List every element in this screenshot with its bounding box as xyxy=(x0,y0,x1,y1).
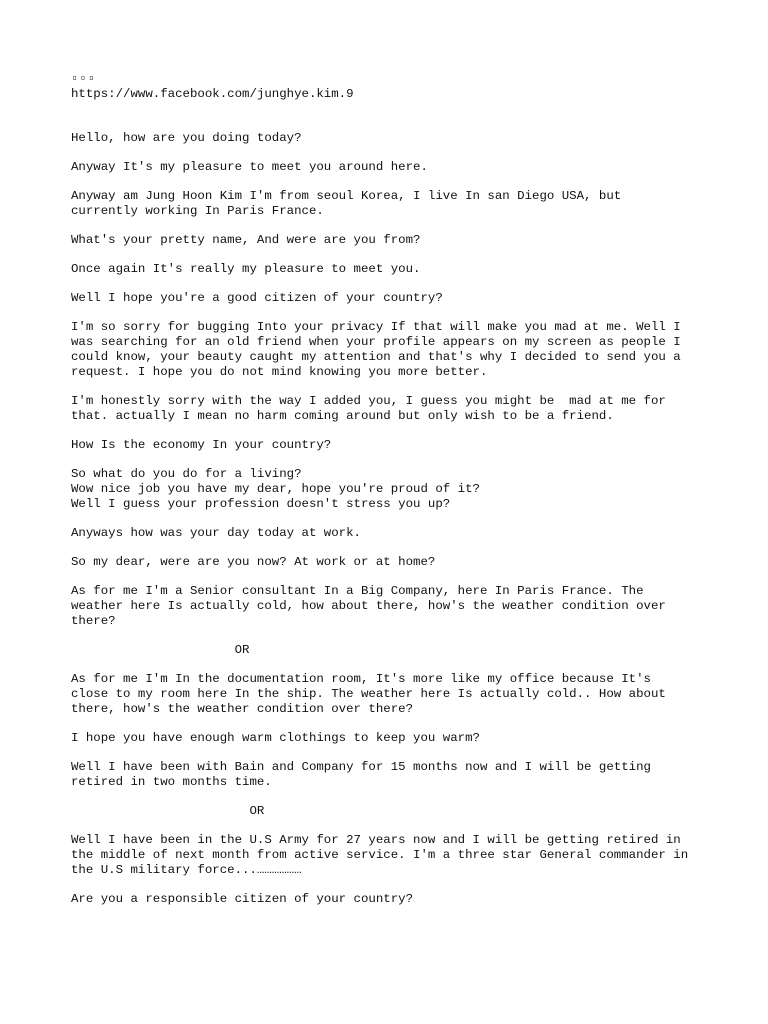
paragraph-line: Anyway It's my pleasure to meet you around here. xyxy=(71,160,428,174)
profile-url: https://www.facebook.com/junghye.kim.9 xyxy=(71,87,354,101)
paragraph-line: Well I have been in the U.S Army for 27 years now and I will be getting retired in xyxy=(71,833,681,847)
paragraph-line: the middle of next month from active service. I'm a three star General commander in xyxy=(71,848,689,862)
message-paragraph xyxy=(71,892,711,907)
message-paragraph xyxy=(71,160,711,175)
message-paragraph xyxy=(71,131,711,146)
paragraph-line: Anyways how was your day today at work. xyxy=(71,526,361,540)
message-paragraph xyxy=(71,189,711,219)
message-paragraph xyxy=(71,526,711,541)
document-page xyxy=(71,72,711,921)
message-paragraph xyxy=(71,804,711,819)
message-paragraph xyxy=(71,731,711,746)
paragraph-line: I'm honestly sorry with the way I added you, I guess you might be mad at me for xyxy=(71,394,666,408)
paragraph-line: Wow nice job you have my dear, hope you're proud of it? xyxy=(71,482,480,496)
paragraph-line: How Is the economy In your country? xyxy=(71,438,332,452)
message-paragraph xyxy=(71,833,711,878)
message-paragraph xyxy=(71,555,711,570)
paragraph-line: there? xyxy=(71,614,116,628)
paragraph-line: OR xyxy=(71,804,265,818)
paragraph-line: Well I guess your profession doesn't stress you up? xyxy=(71,497,451,511)
message-paragraph xyxy=(71,584,711,629)
paragraph-line: Well I hope you're a good citizen of your country? xyxy=(71,291,443,305)
paragraph-line: that. actually I mean no harm coming around but only wish to be a friend. xyxy=(71,409,614,423)
paragraph-line: retired in two months time. xyxy=(71,775,272,789)
paragraph-line: could know, your beauty caught my attention and that's why I decided to send you a xyxy=(71,350,681,364)
paragraph-line: I hope you have enough warm clothings to keep you warm? xyxy=(71,731,480,745)
paragraph-line: I'm so sorry for bugging Into your privacy If that will make you mad at me. Well I xyxy=(71,320,681,334)
message-paragraph xyxy=(71,467,711,512)
message-body xyxy=(71,131,711,907)
message-paragraph xyxy=(71,291,711,306)
message-paragraph xyxy=(71,233,711,248)
paragraph-line: Well I have been with Bain and Company for 15 months now and I will be getting xyxy=(71,760,651,774)
paragraph-line: As for me I'm In the documentation room, It's more like my office because It's xyxy=(71,672,651,686)
message-paragraph xyxy=(71,643,711,658)
document-header xyxy=(71,72,711,102)
message-paragraph xyxy=(71,320,711,380)
paragraph-line: As for me I'm a Senior consultant In a Big Company, here In Paris France. The xyxy=(71,584,644,598)
paragraph-line: Hello, how are you doing today? xyxy=(71,131,302,145)
header-glyphs: ▫▫▫ xyxy=(71,72,97,86)
paragraph-line: Anyway am Jung Hoon Kim I'm from seoul Korea, I live In san Diego USA, but xyxy=(71,189,622,203)
paragraph-line: there, how's the weather condition over there? xyxy=(71,702,414,716)
message-paragraph xyxy=(71,394,711,424)
paragraph-line: So what do you do for a living? xyxy=(71,467,302,481)
message-paragraph xyxy=(71,672,711,717)
message-paragraph xyxy=(71,438,711,453)
paragraph-line: OR xyxy=(71,643,250,657)
paragraph-line: request. I hope you do not mind knowing you more better. xyxy=(71,365,488,379)
paragraph-line: So my dear, were are you now? At work or at home? xyxy=(71,555,436,569)
message-paragraph xyxy=(71,262,711,277)
paragraph-line: close to my room here In the ship. The weather here Is actually cold.. How about xyxy=(71,687,666,701)
paragraph-line: weather here Is actually cold, how about there, how's the weather condition over xyxy=(71,599,666,613)
paragraph-line: the U.S military force...……………… xyxy=(71,863,302,877)
paragraph-line: Are you a responsible citizen of your country? xyxy=(71,892,414,906)
paragraph-line: What's your pretty name, And were are you from? xyxy=(71,233,421,247)
paragraph-line: Once again It's really my pleasure to meet you. xyxy=(71,262,421,276)
paragraph-line: was searching for an old friend when your profile appears on my screen as people I xyxy=(71,335,681,349)
paragraph-line: currently working In Paris France. xyxy=(71,204,324,218)
message-paragraph xyxy=(71,760,711,790)
